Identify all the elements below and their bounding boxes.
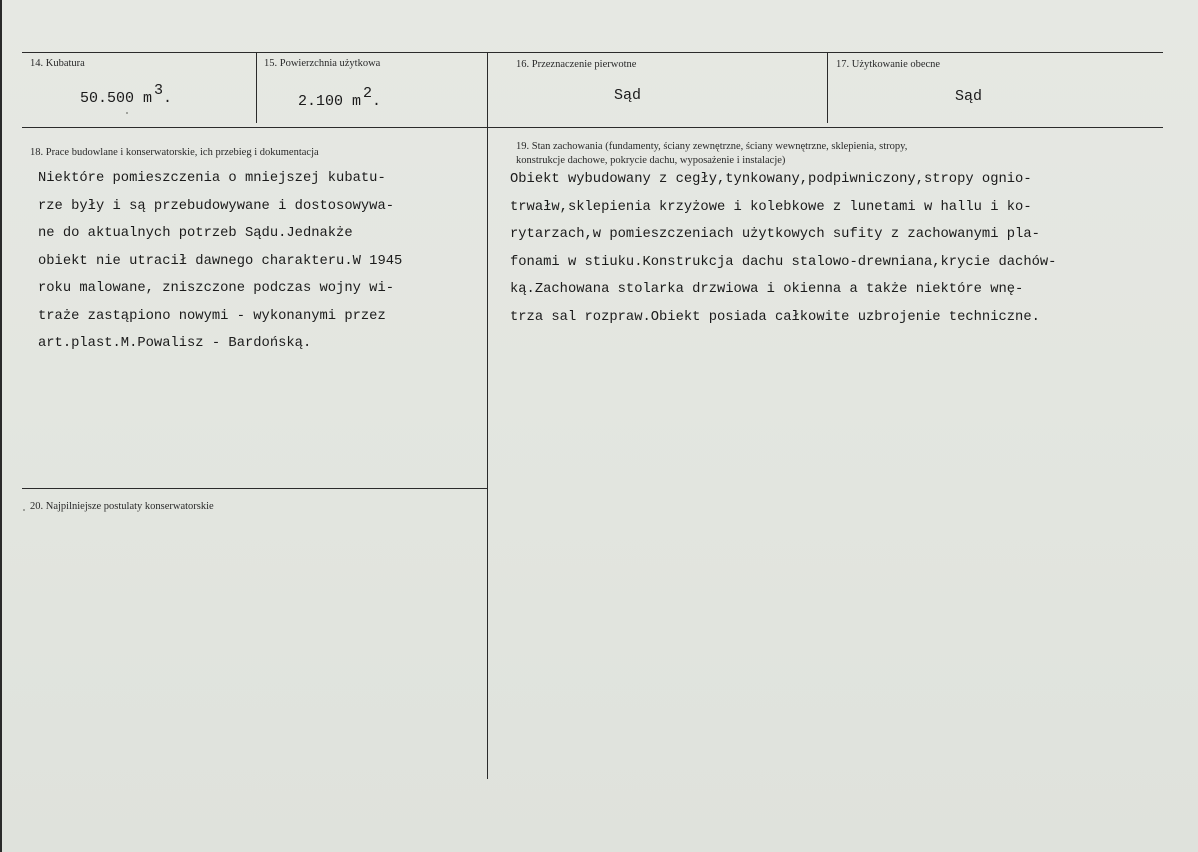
field-18-label: 18. Prace budowlane i konserwatorskie, ich przebieg i dokumentacja	[30, 147, 319, 158]
col-divider-14-15	[256, 52, 257, 123]
field-14-label: 14. Kubatura	[30, 58, 85, 69]
field-19-line: trwałw,sklepienia krzyżowe i kolebkowe z lunetami w hallu i ko-	[510, 199, 1032, 215]
field-18-line: art.plast.M.Powalisz - Bardońską.	[38, 336, 312, 351]
field-18-text	[38, 165, 402, 358]
field-17-label: 17. Użytkowanie obecne	[836, 59, 941, 70]
field-17-value: Sąd	[955, 88, 983, 105]
field-19-line: trza sal rozpraw.Obiekt posiada całkowite uzbrojenie techniczne.	[510, 309, 1040, 325]
field-18-line: roku malowane, zniszczone podczas wojny wi-	[38, 281, 395, 296]
field-18-line: ne do aktualnych potrzeb Sądu.Jednakże	[38, 226, 353, 241]
section-18-20-divider-rule	[22, 488, 487, 489]
field-16-label: 16. Przeznaczenie pierwotne	[516, 59, 637, 70]
field-14-value-exponent: 3	[154, 82, 164, 99]
col-divider-16-17	[827, 52, 828, 123]
field-16-value: Sąd	[614, 87, 642, 104]
field-15-value-exponent: 2	[363, 85, 373, 102]
field-19-text	[510, 166, 1056, 331]
paper-speck	[126, 112, 128, 114]
field-14-value	[80, 82, 172, 107]
col-divider-15-16	[487, 52, 488, 779]
field-19-line: rytarzach,w pomieszczeniach użytkowych sufity z zachowanymi pla-	[510, 227, 1040, 242]
field-19-line: ką.Zachowana stolarka drzwiowa i okienna a także niektóre wnę-	[510, 282, 1024, 297]
field-20-label: 20. Najpilniejsze postulaty konserwatorskie	[30, 501, 214, 512]
field-15-value	[298, 85, 381, 110]
field-19-label-line-2: konstrukcje dachowe, pokrycie dachu, wyposażenie i instalacje)	[516, 155, 786, 166]
top-rule	[22, 52, 1163, 53]
field-15-value-suffix: .	[372, 93, 382, 110]
field-18-line: traże zastąpiono nowymi - wykonanymi przez	[38, 308, 386, 324]
field-19-line: fonami w stiuku.Konstrukcja dachu stalowo-drewniana,krycie dachów-	[510, 254, 1057, 270]
field-15-value-text: 2.100 m	[298, 93, 362, 110]
field-15-label: 15. Powierzchnia użytkowa	[264, 58, 381, 69]
row-divider-rule	[22, 127, 1163, 128]
field-14-value-text: 50.500 m	[80, 90, 153, 107]
field-19-line: Obiekt wybudowany z cegły,tynkowany,podpiwniczony,stropy ognio-	[510, 172, 1032, 187]
field-14-value-suffix: .	[163, 90, 173, 107]
field-19-label-line-1: 19. Stan zachowania (fundamenty, ściany zewnętrzne, ściany wewnętrzne, sklepienia, stropy,	[516, 141, 908, 152]
field-18-line: rze były i są przebudowywane i dostosowywa-	[38, 198, 395, 214]
paper-speck	[23, 509, 25, 511]
field-18-line: obiekt nie utracił dawnego charakteru.W 1945	[38, 253, 403, 269]
field-18-line: Niektóre pomieszczenia o mniejszej kubatu-	[38, 171, 386, 186]
